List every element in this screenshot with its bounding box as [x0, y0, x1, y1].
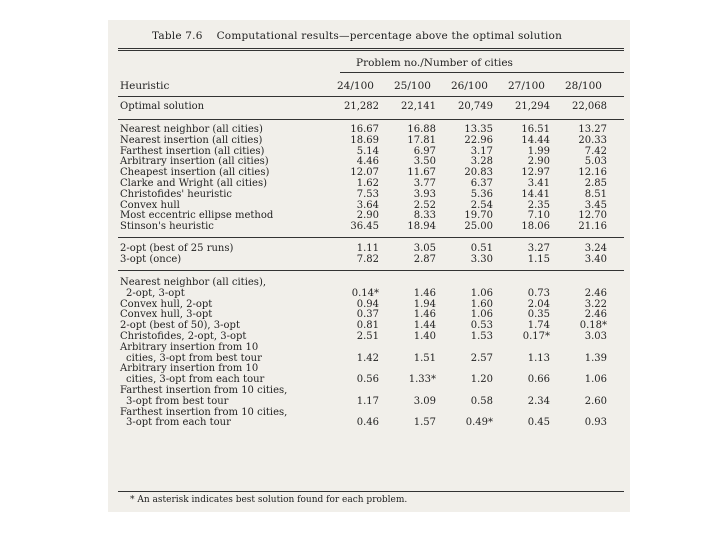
cell: 22,141 [401, 101, 436, 112]
cell: 2.46 [584, 309, 607, 321]
cell: 0.93 [584, 417, 607, 429]
cell: 1.17 [356, 395, 379, 407]
cell: 3.41 [527, 178, 550, 189]
cell: 12.97 [521, 167, 550, 179]
cell: 3.09 [413, 395, 436, 407]
row-label: cities, 3-opt from best tour [126, 352, 262, 364]
cell: 0.66 [527, 374, 550, 386]
row-label: Nearest neighbor (all cities), [120, 277, 267, 288]
scanned-table-page [108, 20, 630, 512]
problem-header: 24/100 [337, 80, 374, 92]
cell: 8.33 [413, 210, 436, 222]
cell: 1.51 [413, 352, 436, 364]
cell: 1.33* [408, 374, 436, 386]
cell: 7.82 [356, 253, 379, 265]
cell: 12.07 [350, 167, 379, 179]
rule-optimal [118, 119, 624, 120]
cell: 18.69 [350, 134, 379, 146]
cell: 3.45 [584, 199, 607, 211]
cell: 3.28 [470, 156, 493, 168]
rule-top [118, 48, 624, 49]
problem-header: 27/100 [508, 80, 545, 92]
row-label: Nearest insertion (all cities) [120, 134, 263, 146]
cell: 36.45 [350, 221, 379, 233]
row-label: Most eccentric ellipse method [120, 210, 274, 222]
cell: 0.45 [527, 417, 550, 429]
cell: 3.64 [356, 199, 379, 211]
cell: 1.62 [356, 178, 379, 189]
cell: 5.14 [356, 145, 379, 157]
cell: 7.42 [584, 145, 607, 157]
cell: 3.27 [527, 243, 550, 254]
cell: 0.46 [356, 417, 379, 429]
cell: 18.06 [521, 221, 550, 233]
cell: 1.57 [413, 417, 436, 429]
cell: 5.03 [584, 156, 607, 168]
cell: 2.51 [356, 331, 379, 342]
cell: 1.94 [413, 298, 436, 310]
row-label: Convex hull, 3-opt [120, 309, 213, 321]
cell: 0.17* [522, 331, 550, 342]
table-title: Computational results—percentage above the optimal solution [216, 30, 563, 42]
table-row [108, 255, 630, 266]
table-caption [152, 30, 562, 42]
cell: 20.33 [578, 134, 607, 146]
row-label: Farthest insertion (all cities) [120, 145, 265, 157]
cell: 20.83 [464, 167, 493, 179]
table-row [108, 343, 630, 354]
cell: 2.87 [413, 253, 436, 265]
table-row [108, 136, 630, 147]
row-label: 2-opt (best of 25 runs) [120, 243, 234, 254]
cell: 21,282 [344, 101, 379, 112]
cell: 22.96 [464, 134, 493, 146]
cell: 2.85 [584, 178, 607, 189]
section-divider [118, 270, 624, 271]
cell: 16.67 [350, 124, 379, 135]
cell: 1.60 [470, 298, 493, 310]
cell: 1.11 [356, 243, 379, 254]
cell: 0.37 [356, 309, 379, 321]
row-label: Convex hull [120, 199, 180, 211]
table-row [108, 397, 630, 408]
cell: 1.53 [470, 331, 493, 342]
footnote: * An asterisk indicates best solution found for each problem. [130, 495, 408, 505]
row-label: Arbitrary insertion (all cities) [120, 156, 269, 168]
table-row [108, 190, 630, 201]
cell: 13.35 [464, 124, 493, 135]
table-row [108, 418, 630, 429]
cell: 0.14* [351, 287, 379, 299]
cell: 14.41 [521, 188, 550, 200]
cell: 2.90 [527, 156, 550, 168]
rule-header [118, 96, 624, 97]
cell: 12.16 [578, 167, 607, 179]
row-label: Christofides, 2-opt, 3-opt [120, 331, 247, 342]
cell: 21.16 [578, 221, 607, 233]
cell: 1.74 [527, 320, 550, 332]
cell: 2.52 [413, 199, 436, 211]
cell: 1.44 [413, 320, 436, 332]
row-label: Christofides' heuristic [120, 188, 233, 200]
cell: 1.06 [584, 374, 607, 386]
cell: 11.67 [407, 167, 436, 179]
cell: 3.77 [413, 178, 436, 189]
cell: 2.46 [584, 287, 607, 299]
cell: 18.94 [407, 221, 436, 233]
problem-header: 28/100 [565, 80, 602, 92]
cell: 3.30 [470, 253, 493, 265]
row-label: Farthest insertion from 10 cities, [120, 385, 288, 396]
cell: 1.15 [527, 253, 550, 265]
cell: 21,294 [515, 101, 550, 112]
problem-group-header: Problem no./Number of cities [356, 57, 513, 69]
cell: 1.40 [413, 331, 436, 342]
cell: 16.51 [521, 124, 550, 135]
cell: 1.13 [527, 352, 550, 364]
cell: 0.35 [527, 309, 550, 321]
cell: 14.44 [521, 134, 550, 146]
cell: 4.46 [356, 156, 379, 168]
row-label: 3-opt from best tour [126, 395, 229, 407]
cell: 3.17 [470, 145, 493, 157]
cell: 2.35 [527, 199, 550, 211]
row-label: Farthest insertion from 10 cities, [120, 406, 288, 418]
cell: 5.36 [470, 188, 493, 200]
cell: 13.27 [578, 124, 607, 135]
optimal-solution-row [108, 102, 630, 113]
cell: 2.57 [470, 352, 493, 364]
cell: 1.46 [413, 309, 436, 321]
cell: 3.24 [584, 243, 607, 254]
cell: 0.58 [470, 395, 493, 407]
row-label: 2-opt (best of 50), 3-opt [120, 320, 240, 332]
cell: 3.40 [584, 253, 607, 265]
cell: 1.39 [584, 352, 607, 364]
cell: 3.22 [584, 298, 607, 310]
cell: 1.06 [470, 309, 493, 321]
rule-group [340, 72, 624, 73]
row-label: Cheapest insertion (all cities) [120, 167, 270, 179]
row-label: Arbitrary insertion from 10 [120, 363, 259, 375]
cell: 3.50 [413, 156, 436, 168]
cell: 6.37 [470, 178, 493, 189]
cell: 3.05 [413, 243, 436, 254]
cell: 25.00 [464, 221, 493, 233]
table-row [108, 222, 630, 233]
cell: 0.94 [356, 298, 379, 310]
section-divider [118, 237, 624, 238]
table-number: Table 7.6 [152, 30, 203, 42]
row-label: 2-opt, 3-opt [126, 287, 185, 299]
cell: 2.54 [470, 199, 493, 211]
cell: 1.46 [413, 287, 436, 299]
cell: 19.70 [464, 210, 493, 222]
cell: 0.53 [470, 320, 493, 332]
rule-bottom [118, 491, 624, 492]
cell: 0.73 [527, 287, 550, 299]
cell: 0.81 [356, 320, 379, 332]
cell: 1.06 [470, 287, 493, 299]
row-label: Nearest neighbor (all cities) [120, 124, 263, 135]
row-label: cities, 3-opt from each tour [126, 374, 265, 386]
cell: 3.03 [584, 331, 607, 342]
row-label: Arbitrary insertion from 10 [120, 341, 259, 353]
cell: 0.51 [470, 243, 493, 254]
rule-top-double [118, 50, 624, 51]
cell: 2.90 [356, 210, 379, 222]
cell: 1.99 [527, 145, 550, 157]
cell: 2.34 [527, 395, 550, 407]
cell: 22,068 [572, 101, 607, 112]
row-label: Convex hull, 2-opt [120, 298, 213, 310]
cell: 0.56 [356, 374, 379, 386]
row-label: Clarke and Wright (all cities) [120, 178, 267, 189]
cell: 16.88 [407, 124, 436, 135]
row-label: Optimal solution [120, 101, 205, 112]
cell: 3.93 [413, 188, 436, 200]
cell: 1.20 [470, 374, 493, 386]
heuristic-header: Heuristic [120, 80, 170, 92]
cell: 2.04 [527, 298, 550, 310]
cell: 0.18* [579, 320, 607, 332]
cell: 2.60 [584, 395, 607, 407]
cell: 17.81 [407, 134, 436, 146]
row-label: 3-opt (once) [120, 253, 182, 265]
problem-header: 26/100 [451, 80, 488, 92]
table-row [108, 289, 630, 300]
cell: 1.42 [356, 352, 379, 364]
cell: 20,749 [458, 101, 493, 112]
row-label: 3-opt from each tour [126, 417, 231, 429]
cell: 0.49* [465, 417, 493, 429]
problem-header: 25/100 [394, 80, 431, 92]
cell: 7.53 [356, 188, 379, 200]
cell: 8.51 [584, 188, 607, 200]
cell: 7.10 [527, 210, 550, 222]
cell: 6.97 [413, 145, 436, 157]
cell: 12.70 [578, 210, 607, 222]
row-label: Stinson's heuristic [120, 221, 214, 233]
